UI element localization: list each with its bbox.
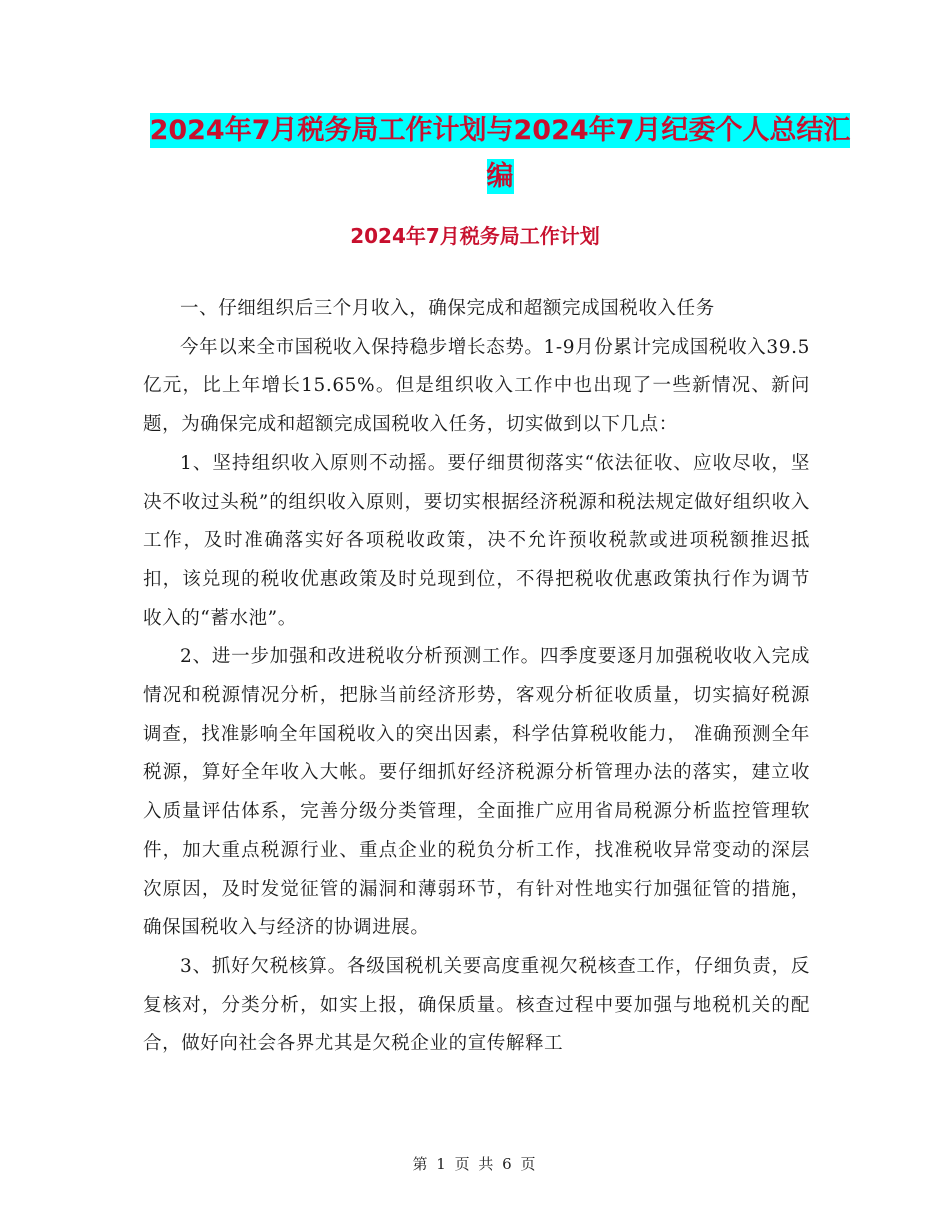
section-title: 2024年7月税务局工作计划 — [350, 224, 600, 248]
paragraph: 1、坚持组织收入原则不动摇。要仔细贯彻落实“依法征收、应收尽收，坚决不收过头税”的组织收入原则，要切实根据经济税源和税法规定做好组织收入工作，及时准确落实好各项税收政策，决不允许预收税款或进项税额推迟抵扣，该兑现的税收优惠政策及时兑现到位，不得把税收优惠政策执行作为调节收入的“蓄水池”。 — [143, 452, 810, 629]
paragraph: 3、抓好欠税核算。各级国税机关要高度重视欠税核查工作，仔细负责，反复核对，分类分析，如实上报，确保质量。核查过程中要加强与地税机关的配合，做好向社会各界尤其是欠税企业的宣传解释工 — [143, 955, 810, 1055]
paragraph-heading: 一、仔细组织后三个月收入，确保完成和超额完成国税收入任务 — [180, 298, 715, 319]
paragraph: 今年以来全市国税收入保持稳步增长态势。1-9月份累计完成国税收入39.5 亿元，比上年增长15.65%。但是组织收入工作中也出现了一些新情况、新问题，为确保完成和超额完成国税收入任务，切实做到以下几点： — [143, 336, 810, 436]
document-title-text: 2024年7月税务局工作计划与2024年7月纪委个人总结汇编 — [149, 115, 851, 192]
page-footer: 第 1 页 共 6 页 — [412, 1155, 538, 1173]
document-body — [143, 290, 810, 1064]
paragraph: 2、进一步加强和改进税收分析预测工作。四季度要逐月加强税收收入完成情况和税源情况分析，把脉当前经济形势，客观分析征收质量，切实搞好税源调查，找准影响全年国税收入的突出因素，科学估算税收能力， 准确预测全年税源，算好全年收入大帐。要仔细抓好经济税源分析管理办法的落实，建立收入质量评估体系，完善分级分类管理，全面推广应用省局税源分析监控管理软件，加大重点税源行业、重点企业的税负分析工作，找准税收异常变动的深层次原因，及时发觉征管的漏洞和薄弱环节，有针对性地实行加强征管的措施，确保国税收入与经济的协调进展。 — [143, 646, 810, 939]
document-title — [140, 108, 860, 200]
